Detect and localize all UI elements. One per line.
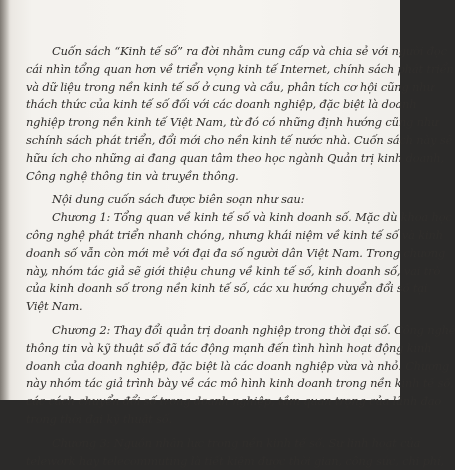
text-line: của kinh doanh số trong nền kinh tế số, các xu hướng chuyển đổi số tại <box>26 281 428 296</box>
text-line: này, nhóm tác giả sẽ giới thiệu chung về kinh tế số, kinh doanh số, vai trò <box>26 263 441 278</box>
text-line: Cuốn sách “Kinh tế số” ra đời nhằm cung cấp và chia sẻ với người đọc <box>52 44 447 58</box>
text-line: thách thức của kinh tế số đối với các doanh nghiệp, đặc biệt là doanh <box>26 97 417 112</box>
text-line: Nội dung cuốn sách được biên soạn như sau: <box>52 192 305 207</box>
text-line: cái nhìn tổng quan hơn về triển vọng kinh tế Internet, chính sách phát triển <box>26 61 454 76</box>
text-line: công nghệ phát triển nhanh chóng, nhưng khái niệm về kinh tế số và kinh <box>26 227 443 242</box>
text-line: telework hay telecommuting là tiết kiệm được thời gian, công sức, chi phí, <box>26 453 444 468</box>
text-line: schính sách phát triển, đổi mới cho nền kinh tế nước nhà. Cuốn sách này sẽ <box>26 132 453 147</box>
text-line: trong thời đại kỹ thuật số. <box>26 411 173 426</box>
text-line: Chương 3: Nguồn nhân lực trong nền kinh tế số. Sự linh hoạt của <box>52 435 421 450</box>
text-line: các cách chuyển đổi số trong doanh nghiệp, tầm quan trọng của lãnh đạo <box>26 394 442 409</box>
text-line: doanh của doanh nghiệp, đặc biệt là các doanh nghiệp vừa và nhỏ. Chương <box>26 358 450 373</box>
text-line: hữu ích cho những ai đang quan tâm theo học ngành Quản trị kinh doanh, <box>26 150 444 165</box>
text-line: thông tin và kỹ thuật số đã tác động mạnh đến tình hình hoạt động kinh <box>26 340 432 355</box>
text-line: Chương 1: Tổng quan về kinh tế số và kinh doanh số. Mặc dù khoa học <box>52 210 452 225</box>
text-line: doanh số vẫn còn mới mẻ với đại đa số người dân Việt Nam. Trong chương <box>26 245 446 260</box>
book-text <box>26 43 455 470</box>
text-line: này nhóm tác giả trình bày về các mô hình kinh doanh trong nền kinh tế số, <box>26 376 454 391</box>
text-line: và dữ liệu trong nền kinh tế số ở cung và cầu, phân tích cơ hội cũng như <box>26 79 434 94</box>
text-line: Công nghệ thông tin và truyền thông. <box>26 168 239 183</box>
text-line: Chương 2: Thay đổi quản trị doanh nghiệp trong thời đại số. Công nghệ <box>52 322 455 337</box>
page-gutter-shadow <box>0 0 10 400</box>
text-line: Việt Nam. <box>26 299 83 314</box>
text-line: nghiệp trong nền kinh tế Việt Nam, từ đó có những định hướng cũng như <box>26 115 439 130</box>
